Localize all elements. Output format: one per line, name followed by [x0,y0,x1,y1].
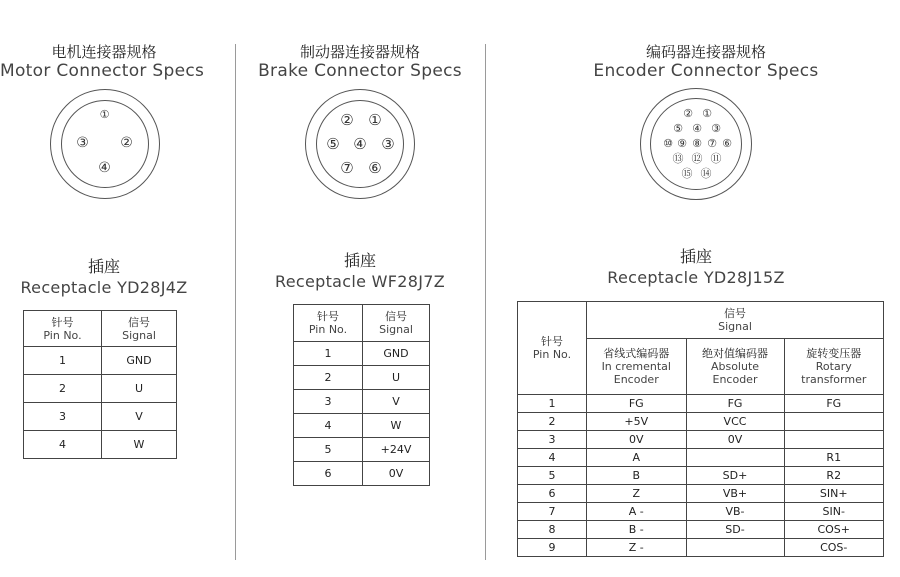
pin-8: ⑧ [692,136,702,150]
col-rotary-cn: 旋转变压器 [806,347,862,360]
brake-pin-table [293,304,430,486]
pin-6: ⑥ [368,158,382,177]
pin-10: ⑩ [663,136,673,150]
table-row [518,539,884,557]
col-incremental-en-2: Encoder [613,373,659,386]
incremental-signal: A - [587,503,687,521]
col-absolute-en: Absolute [710,360,760,373]
pin-14: ⑭ [700,166,712,180]
pin-1: ① [99,108,110,121]
section-divider [235,44,236,560]
absolute-signal [686,449,784,467]
table-row [294,390,430,414]
header-signal-cn: 信号 [724,307,746,320]
signal: 0V [363,462,430,486]
header-signal-cn: 信号 [128,315,150,329]
table-row [518,503,884,521]
header-pin-cn: 针号 [51,315,74,329]
pin-number: 4 [294,414,363,438]
table-row [24,347,177,375]
absolute-signal: VB+ [686,485,784,503]
encoder-title-en: Encoder Connector Specs [593,61,819,81]
incremental-signal: FG [587,395,687,413]
signal: GND [102,347,177,375]
brake-receptacle-en: Receptacle WF28J7Z [275,272,445,291]
absolute-signal: VCC [686,413,784,431]
col-incremental-cn: 省线式编码器 [603,347,670,360]
rotary-signal: SIN+ [784,485,884,503]
table-row [24,403,177,431]
pin-number: 1 [24,347,102,375]
pin-number: 1 [294,342,363,366]
table-row [24,431,177,459]
pin-number: 2 [24,375,102,403]
signal: U [102,375,177,403]
header-pin-cn: 针号 [317,310,339,323]
pin-number: 7 [518,503,587,521]
incremental-signal: +5V [587,413,687,431]
table-row [518,395,884,413]
table-row [518,449,884,467]
absolute-signal: VB- [686,503,784,521]
header-signal-en: Signal [122,328,156,342]
pin-number: 5 [294,438,363,462]
rotary-signal: R1 [784,449,884,467]
pin-7: ⑦ [707,136,717,150]
signal: W [102,431,177,459]
table-row [294,414,430,438]
motor-title-cn: 电机连接器规格 [51,43,157,61]
pin-3: ③ [76,134,89,151]
table-row [518,467,884,485]
rotary-signal: FG [784,395,884,413]
brake-connector-diagram [305,89,415,199]
pin-2: ② [120,134,133,151]
pin-11: ⑪ [710,151,722,165]
table-row [518,413,884,431]
pin-1: ① [368,110,382,129]
motor-connector-diagram [50,89,160,199]
incremental-signal: Z - [587,539,687,557]
encoder-title-cn: 编码器连接器规格 [645,43,766,61]
rotary-signal: R2 [784,467,884,485]
encoder-receptacle-en: Receptacle YD28J15Z [607,268,785,287]
pin-number: 3 [24,403,102,431]
pin-number: 5 [518,467,587,485]
encoder-pin-table [517,301,884,557]
incremental-signal: Z [587,485,687,503]
table-row [294,438,430,462]
signal: V [363,390,430,414]
rotary-signal [784,413,884,431]
signal: GND [363,342,430,366]
rotary-signal: COS+ [784,521,884,539]
pin-5: ⑤ [673,121,683,135]
absolute-signal: 0V [686,431,784,449]
pin-number: 6 [518,485,587,503]
header-pin-en: Pin No. [308,323,348,336]
pin-3: ③ [711,121,721,135]
pin-2: ② [683,106,693,120]
pin-12: ⑫ [691,151,703,165]
pin-number: 8 [518,521,587,539]
table-row [294,366,430,390]
pin-2: ② [340,110,354,129]
header-signal-en: Signal [379,323,413,336]
pin-number: 6 [294,462,363,486]
incremental-signal: 0V [587,431,687,449]
absolute-signal: SD- [686,521,784,539]
pin-number: 4 [518,449,587,467]
table-row [294,342,430,366]
signal: +24V [363,438,430,462]
pin-15: ⑮ [681,166,693,180]
header-pin-en: Pin No. [43,328,82,342]
motor-pin-table [23,310,177,459]
pin-9: ⑨ [677,136,687,150]
table-row [24,375,177,403]
col-absolute-cn: 绝对值编码器 [702,347,768,360]
brake-receptacle-cn: 插座 [343,251,376,270]
motor-receptacle-en: Receptacle YD28J4Z [20,278,188,297]
table-row [294,462,430,486]
pin-number: 2 [518,413,587,431]
pin-number: 2 [294,366,363,390]
absolute-signal: SD+ [686,467,784,485]
pin-number: 4 [24,431,102,459]
absolute-signal: FG [686,395,784,413]
pin-number: 1 [518,395,587,413]
pin-13: ⑬ [672,151,684,165]
pin-7: ⑦ [340,158,354,177]
header-pin-cn: 针号 [541,335,563,348]
signal: W [363,414,430,438]
signal: U [363,366,430,390]
col-rotary-en: Rotary [815,360,852,373]
rotary-signal: SIN- [784,503,884,521]
incremental-signal: B - [587,521,687,539]
absolute-signal [686,539,784,557]
col-rotary-en-2: transformer [801,373,867,386]
incremental-signal: B [587,467,687,485]
pin-6: ⑥ [722,136,732,150]
pin-5: ⑤ [326,134,340,153]
brake-title-en: Brake Connector Specs [258,61,462,81]
signal: V [102,403,177,431]
col-absolute-en-2: Encoder [712,373,758,386]
incremental-signal: A [587,449,687,467]
brake-title-cn: 制动器连接器规格 [299,43,420,61]
header-signal-en: Signal [718,320,752,333]
motor-title-en: Motor Connector Specs [0,61,205,81]
pin-number: 3 [294,390,363,414]
col-incremental-en: In cremental [601,360,671,373]
pin-number: 3 [518,431,587,449]
pin-1: ① [702,106,712,120]
encoder-receptacle-cn: 插座 [679,247,712,266]
pin-4: ④ [692,121,702,135]
pin-number: 9 [518,539,587,557]
table-row [518,485,884,503]
rotary-signal [784,431,884,449]
pin-3: ③ [381,134,395,153]
table-row [518,431,884,449]
pin-4: ④ [353,134,367,153]
rotary-signal: COS- [784,539,884,557]
section-divider [485,44,486,560]
table-row [518,521,884,539]
pin-4: ④ [98,159,111,176]
header-pin-en: Pin No. [532,348,572,361]
header-signal-cn: 信号 [385,310,407,323]
motor-receptacle-cn: 插座 [87,257,120,276]
